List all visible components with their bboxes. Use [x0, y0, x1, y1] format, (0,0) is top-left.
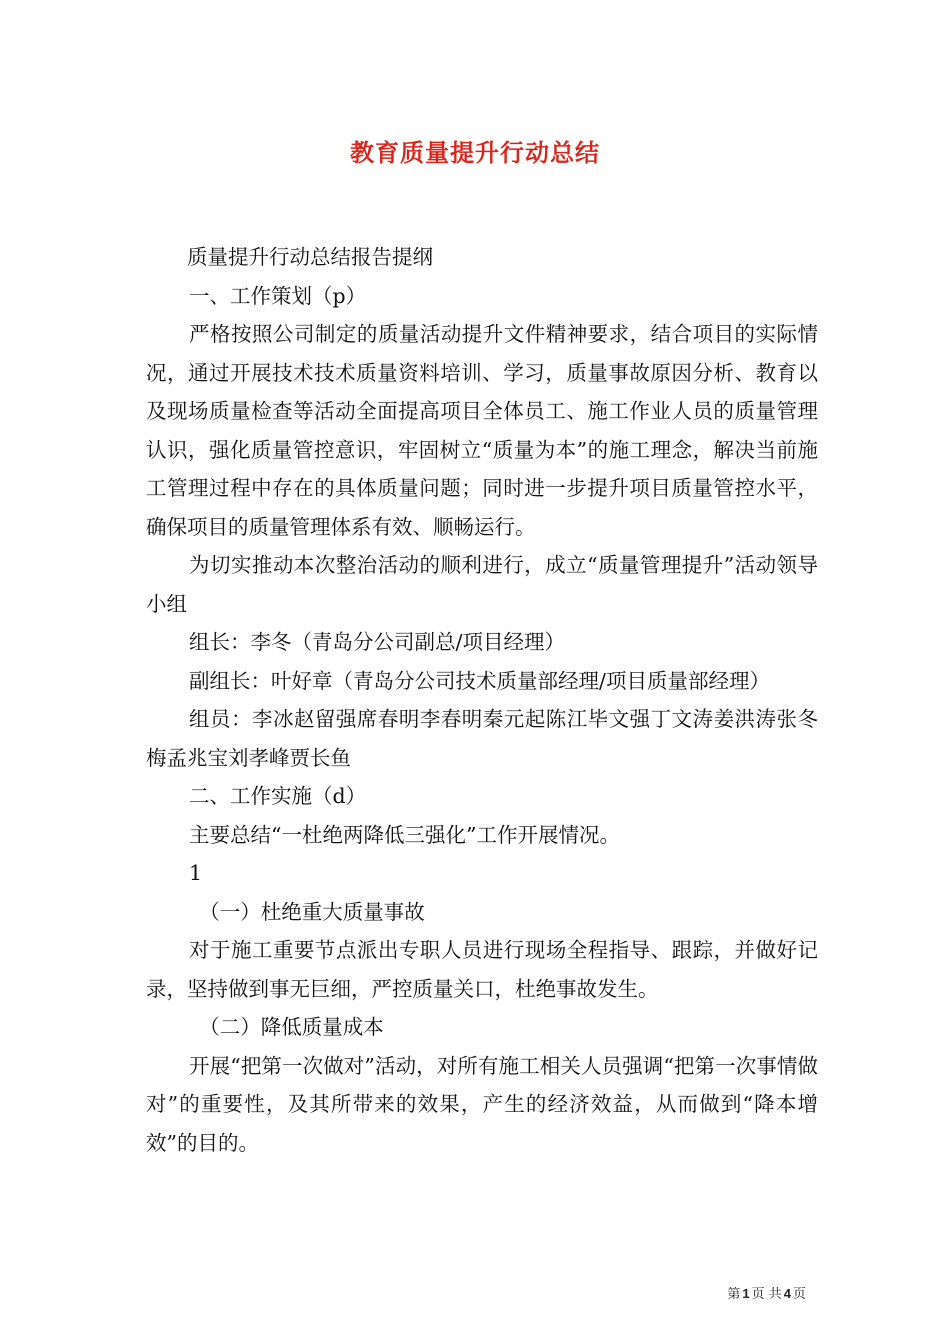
document-body	[146, 238, 818, 1162]
total-pages-number: 4	[783, 1286, 791, 1301]
document-title: 教育质量提升行动总结	[350, 138, 600, 167]
section-heading-planning: 一、工作策划（p）	[189, 283, 367, 308]
subheading-eliminate-accidents: （一）杜绝重大质量事故	[199, 899, 425, 924]
paragraph-reduce-cost-body: 开展“把第一次做对”活动，对所有施工相关人员强调“把第一次事情做对”的重要性，及其所带来的效果，产生的经济效益，从而做到“降本增效”的目的。	[146, 1053, 818, 1155]
paragraph-number: 1	[189, 861, 203, 885]
section-heading-implementation: 二、工作实施（d）	[189, 784, 367, 808]
paragraph-implementation-summary: 主要总结“一杜绝两降低三强化”工作开展情况。	[189, 822, 621, 847]
subheading-reduce-quality-cost: （二）降低质量成本	[199, 1015, 384, 1039]
footer-suffix: 页	[792, 1287, 806, 1302]
paragraph-deputy-leader: 副组长：叶好章（青岛分公司技术质量部经理/项目质量部经理）	[189, 668, 770, 693]
paragraph-planning-body: 严格按照公司制定的质量活动提升文件精神要求，结合项目的实际情况，通过开展技术技术质量资料培训、学习，质量事故原因分析、教育以及现场质量检查等活动全面提高项目全体员工、施工作业人员的质量管理认识，强化质量管控意识，牢固树立“质量为本”的施工理念，解决当前施工管理过程中存在的具体质量问题；同时进一步提升项目质量管控水平，确保项目的质量管理体系有效、顺畅运行。	[146, 322, 818, 539]
footer-middle: 页 共	[751, 1287, 782, 1302]
paragraph-eliminate-accidents-body: 对于施工重要节点派出专职人员进行现场全程指导、跟踪，并做好记录，坚持做到事无巨细，严控质量关口，杜绝事故发生。	[146, 938, 818, 1001]
footer-prefix: 第	[727, 1287, 741, 1302]
paragraph-outline-title: 质量提升行动总结报告提纲	[187, 245, 433, 269]
paragraph-group-members: 组员：李冰赵留强席春明李春明秦元起陈江毕文强丁文涛姜洪涛张冬梅孟兆宝刘孝峰贾长鱼	[146, 707, 818, 770]
paragraph-group-leader: 组长：李冬（青岛分公司副总/项目经理）	[189, 630, 565, 654]
paragraph-leadership-group: 为切实推动本次整治活动的顺利进行，成立“质量管理提升”活动领导小组	[146, 553, 818, 616]
current-page-number: 1	[742, 1286, 750, 1301]
page-footer	[727, 1283, 806, 1302]
